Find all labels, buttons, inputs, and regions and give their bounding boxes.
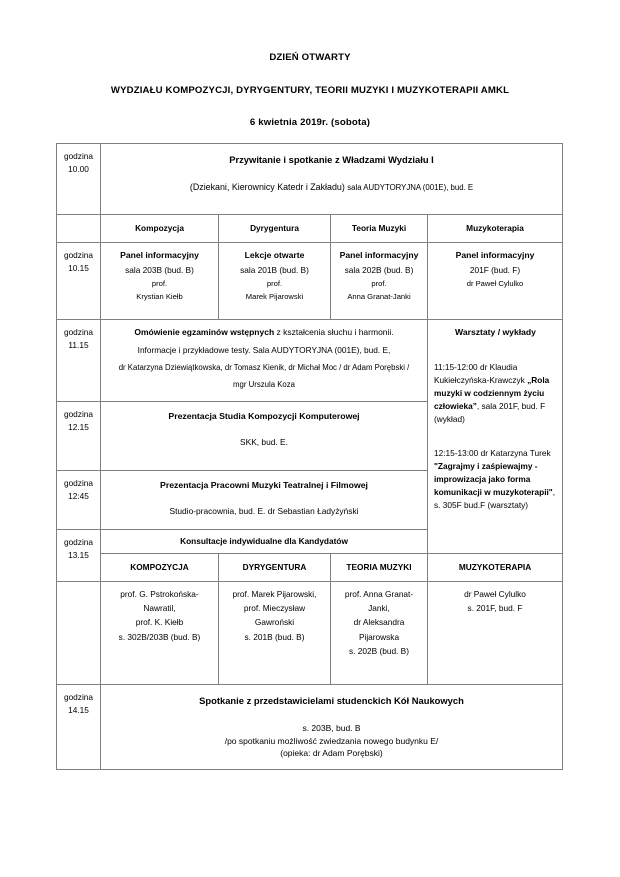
skk-title: Prezentacja Studia Kompozycji Komputerowej	[168, 411, 360, 422]
warsztaty-block-2-bold: "Zagrajmy i zaśpiewajmy - improwizacja jako forma komunikacji w muzykoterapii"	[434, 461, 553, 498]
table-row-column-headers	[57, 215, 563, 243]
teatr-title: Prezentacja Pracowni Muzyki Teatralnej i Filmowej	[160, 480, 368, 491]
panel-cell-muzykoterapia	[428, 242, 563, 319]
exams-title-rest: z kształcenia słuchu i harmonii.	[274, 326, 394, 337]
schedule-table-wrapper	[56, 143, 562, 770]
time-value: 12:45	[68, 490, 89, 501]
time-cell-panels	[57, 242, 101, 319]
konsultacje-line: Janki,	[368, 603, 390, 614]
kola-line-2: /po spotkaniu możliwość zwiedzania nowego budynku E/	[224, 735, 439, 746]
schedule-table	[56, 143, 563, 770]
skk-cell	[101, 402, 428, 471]
konsultacje-line: s. 201F, bud. F	[467, 603, 523, 614]
time-value: 12.15	[68, 421, 89, 432]
konsultacje-header: Konsultacje indywidualne dla Kandydatów	[101, 530, 428, 554]
warsztaty-block-2	[434, 447, 557, 511]
panel-person: Marek Pijarowski	[245, 291, 304, 301]
exams-line-4: mgr Urszula Koza	[233, 379, 295, 389]
konsultacje-line: prof. Marek Pijarowski,	[232, 588, 317, 599]
konsultacje-line: prof. K. Kiełb	[135, 617, 184, 628]
kola-line-1: s. 203B, bud. B	[302, 723, 361, 734]
exams-line-3: dr Katarzyna Dziewiątkowska, dr Tomasz Kienik, dr Michał Moc / dr Adam Porębski /	[118, 362, 410, 372]
time-label: godzina	[63, 478, 94, 489]
time-value: 14.15	[68, 704, 89, 715]
column-header-dyrygentura: Dyrygentura	[219, 215, 331, 243]
time-label: godzina	[63, 409, 94, 420]
kola-title: Spotkanie z przedstawicielami studenckich Kół Naukowych	[199, 694, 464, 706]
welcome-subtitle-room: sala AUDYTORYJNA (001E), bud. E	[347, 182, 474, 192]
time-label: godzina	[63, 249, 94, 260]
panel-title: Panel informacyjny	[339, 249, 419, 260]
empty-time-header-cell	[57, 215, 101, 243]
time-cell-welcome	[57, 144, 101, 215]
konsultacje-line: prof. G. Pstrokońska-	[120, 588, 199, 599]
konsultacje-cell-kompozycja	[101, 581, 219, 684]
time-value: 13.15	[68, 549, 89, 560]
table-row-konsultacje-body	[57, 581, 563, 684]
konsultacje-column-header-kompozycja: KOMPOZYCJA	[101, 553, 219, 581]
panel-title: Panel informacyjny	[455, 249, 535, 260]
panel-title: Panel informacyjny	[120, 249, 199, 260]
time-cell-skk	[57, 402, 101, 471]
warsztaty-block-1-pre: 11:15-12:00 dr Klaudia Kukiełczyńska-Krawczyk	[434, 362, 528, 386]
time-value: 10.15	[68, 262, 89, 273]
header-title-line-2: WYDZIAŁU KOMPOZYCJI, DYRYGENTURY, TEORII MUZYKI I MUZYKOTERAPII AMKL	[110, 84, 510, 96]
warsztaty-block-1	[434, 361, 557, 425]
konsultacje-line: dr Aleksandra	[353, 617, 405, 628]
konsultacje-column-header-teoria: TEORIA MUZYKI	[331, 553, 428, 581]
konsultacje-line: Pijarowska	[358, 631, 400, 642]
exams-line-2: Informacje i przykładowe testy. Sala AUDYTORYJNA (001E), bud. E,	[137, 345, 391, 356]
time-label: godzina	[63, 691, 94, 702]
skk-body: SKK, bud. E.	[240, 436, 288, 447]
column-header-muzykoterapia: Muzykoterapia	[428, 215, 563, 243]
warsztaty-block-1-bold: „Rola muzyki w codziennym życiu człowieka”	[434, 375, 550, 411]
teatr-body: Studio-pracownia, bud. E. dr Sebastian Ładyżyński	[169, 505, 359, 516]
warsztaty-cell	[428, 319, 563, 553]
column-header-teoria-muzyki: Teoria Muzyki	[331, 215, 428, 243]
time-value: 11.15	[68, 339, 89, 350]
welcome-subtitle-main: (Dziekani, Kierownicy Katedr i Zakładu)	[189, 181, 345, 192]
header-date-line: 6 kwietnia 2019r. (sobota)	[249, 117, 371, 128]
table-row-panels	[57, 242, 563, 319]
time-cell-exams	[57, 319, 101, 401]
warsztaty-block-1-post: , sala 201F, bud. F (wykład)	[434, 400, 546, 424]
panel-rank: prof.	[151, 278, 168, 288]
column-header-kompozycja: Kompozycja	[101, 215, 219, 243]
konsultacje-column-header-muzykoterapia: MUZYKOTERAPIA	[428, 553, 563, 581]
panel-person: Anna Granat-Janki	[347, 291, 411, 301]
exams-title	[105, 326, 423, 339]
konsultacje-line: Gawroński	[254, 617, 295, 628]
kola-line-3: (opieka: dr Adam Porębski)	[280, 747, 383, 758]
panel-title: Lekcje otwarte	[244, 249, 305, 260]
table-row-kola-naukowe	[57, 684, 563, 769]
kola-cell	[101, 684, 563, 769]
panel-cell-teoria	[331, 242, 428, 319]
konsultacje-cell-muzykoterapia	[428, 581, 563, 684]
header-title-line-1: DZIEŃ OTWARTY	[269, 52, 351, 63]
teatr-cell	[101, 471, 428, 530]
konsultacje-line: s. 201B (bud. B)	[244, 631, 305, 642]
table-row-welcome	[57, 144, 563, 215]
konsultacje-cell-dyrygentura	[219, 581, 331, 684]
panel-rank: prof.	[371, 278, 387, 288]
time-label: godzina	[63, 151, 94, 161]
exams-title-bold: Omówienie egzaminów wstępnych	[134, 326, 275, 337]
konsultacje-column-header-dyrygentura: DYRYGENTURA	[219, 553, 331, 581]
warsztaty-block-2-post: , s. 305F bud.F (warsztaty)	[434, 487, 556, 510]
panel-room: sala 203B (bud. B)	[125, 264, 194, 275]
panel-room: sala 202B (bud. B)	[344, 264, 414, 275]
time-cell-teatr	[57, 471, 101, 530]
konsultacje-empty-time-cell	[57, 581, 101, 684]
konsultacje-line: s. 202B (bud. B)	[349, 645, 409, 656]
exams-cell	[101, 319, 428, 401]
time-label: godzina	[63, 537, 94, 548]
konsultacje-line: dr Paweł Cylulko	[464, 588, 526, 599]
konsultacje-line: Nawratil,	[143, 603, 176, 614]
konsultacje-line: prof. Anna Granat-	[344, 588, 414, 599]
welcome-cell	[101, 144, 563, 215]
panel-rank: prof.	[266, 278, 283, 288]
panel-person: Krystian Kiełb	[136, 291, 183, 301]
panel-cell-dyrygentura	[219, 242, 331, 319]
table-row-exams	[57, 319, 563, 401]
panel-cell-kompozycja	[101, 242, 219, 319]
time-value: 10.00	[68, 163, 89, 174]
welcome-title: Przywitanie i spotkanie z Władzami Wydziału I	[229, 154, 434, 165]
konsultacje-line: s. 302B/203B (bud. B)	[118, 631, 201, 642]
document-header	[0, 0, 620, 129]
table-row-konsultacje-columns	[57, 553, 563, 581]
konsultacje-cell-teoria	[331, 581, 428, 684]
panel-room: sala 201B (bud. B)	[240, 264, 309, 275]
time-cell-kola	[57, 684, 101, 769]
warsztaty-title: Warsztaty / wykłady	[455, 326, 536, 337]
panel-person: dr Paweł Cylulko	[466, 278, 524, 288]
time-label: godzina	[63, 326, 94, 337]
welcome-subtitle	[105, 181, 558, 195]
panel-room: 201F (bud. F)	[469, 264, 521, 275]
warsztaty-block-2-pre: 12:15-13:00 dr Katarzyna Turek	[434, 448, 551, 459]
time-cell-konsultacje	[57, 530, 101, 582]
konsultacje-line: prof. Mieczysław	[243, 603, 306, 614]
